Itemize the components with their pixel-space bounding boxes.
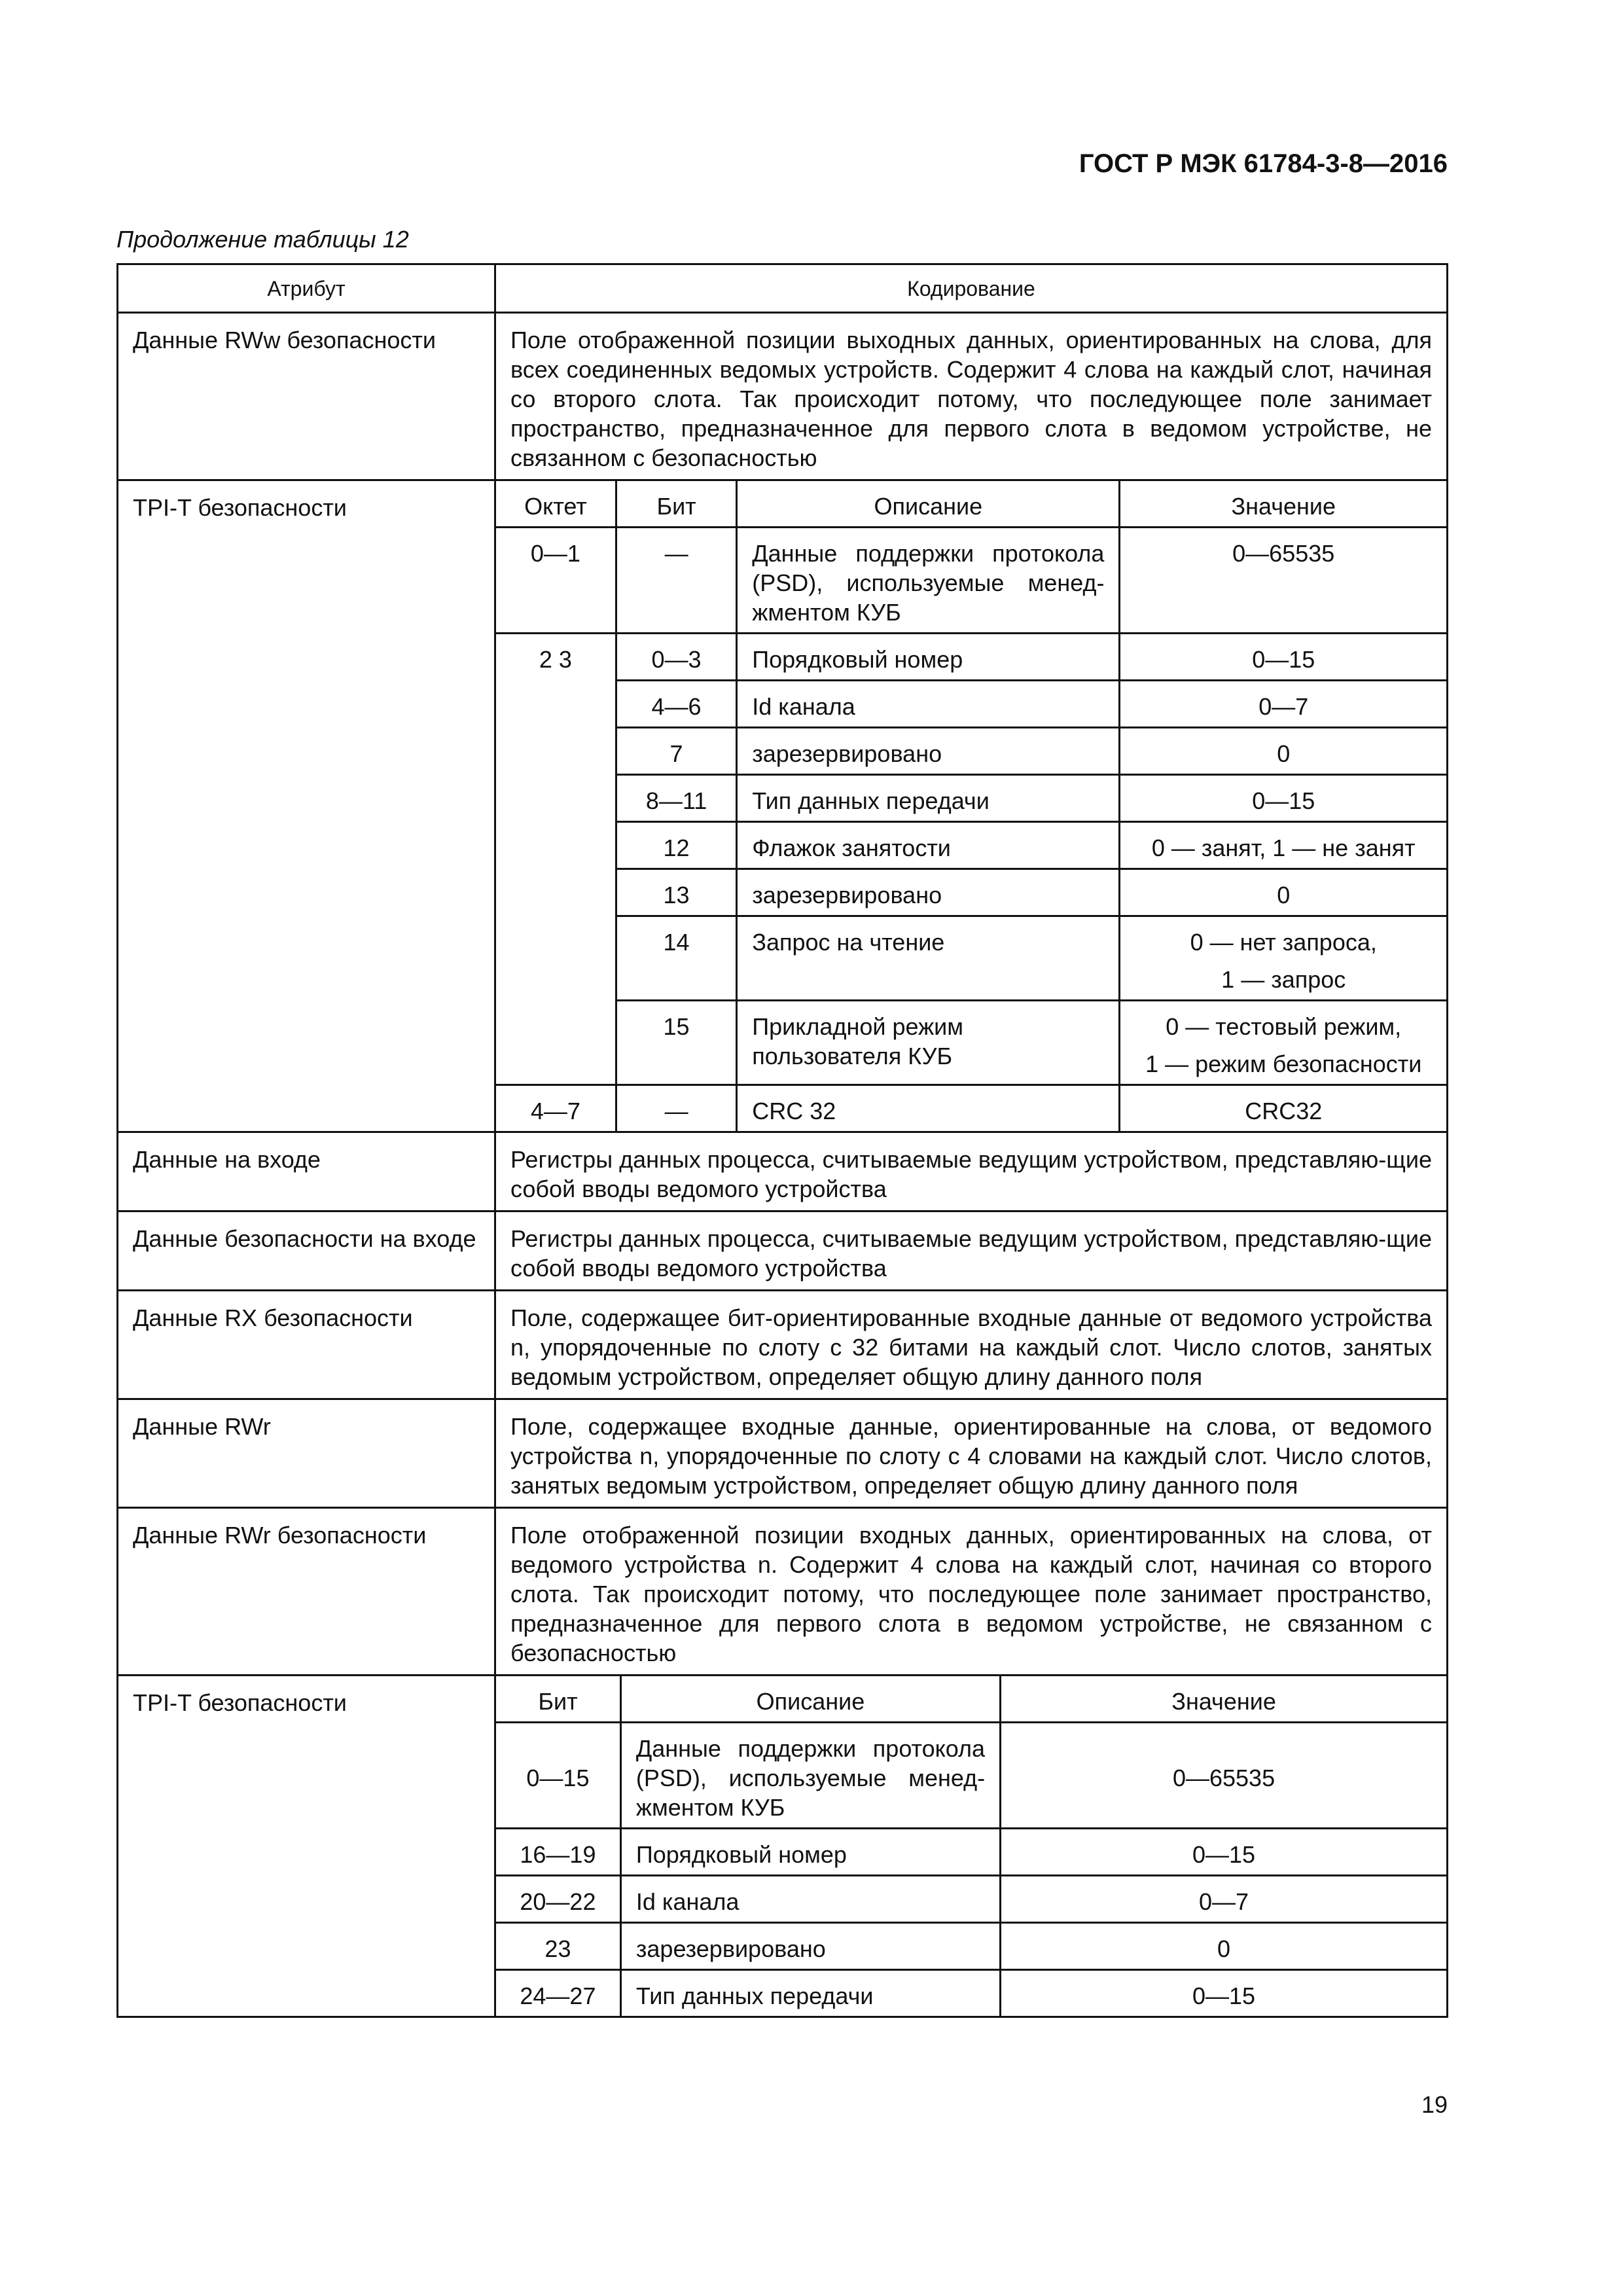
subtable-row — [496, 681, 1446, 728]
table-row — [118, 1676, 1448, 2017]
description-cell: Id канала — [737, 681, 1120, 728]
column-header-coding: Кодирование — [495, 264, 1448, 313]
subtable-row — [496, 916, 1446, 1001]
subtable-row — [496, 775, 1446, 822]
value-cell: 0 — занят, 1 — не занят — [1120, 822, 1446, 869]
coding-cell: Поле отображенной позиции выходных данных, ориентированных на слова, для всех соединенных ведомых устройств. Содержит 4 слова на каждый слот, начиная со второго слота. Так происходит потому, что последующее поле занимает пространство, предназначенное для первого слота в ведомом устройстве, не связанном с безопасностью — [495, 313, 1448, 480]
bit-cell: 0—15 — [496, 1723, 620, 1829]
bit-cell: 15 — [616, 1001, 736, 1085]
bit-header: Бит — [496, 1676, 620, 1723]
description-cell: CRC 32 — [737, 1085, 1120, 1132]
coding-cell: Поле, содержащее входные данные, ориентированные на слова, от ведомого устройства n, упорядоченные по слоту с 4 словами на каждый слот. Число слотов, занятых ведомым устройством, определяет общую длину данного поля — [495, 1399, 1448, 1508]
description-cell: Флажок занятости — [737, 822, 1120, 869]
octet-cell: 0—1 — [496, 528, 616, 634]
description-cell: зарезервировано — [620, 1923, 1000, 1970]
subtable-row — [496, 822, 1446, 869]
description-cell: Id канала — [620, 1876, 1000, 1923]
subtable-header-row — [496, 481, 1446, 528]
attribute-cell: Данные RWr безопасности — [118, 1508, 495, 1676]
column-header-attribute: Атрибут — [118, 264, 495, 313]
subtable-row — [496, 1723, 1446, 1829]
table-12 — [116, 263, 1448, 2018]
subtable-row — [496, 728, 1446, 775]
tpi-t-octet-table — [496, 481, 1446, 1131]
attribute-cell: Данные RX безопасности — [118, 1291, 495, 1399]
value-cell: 0—15 — [1001, 1970, 1446, 2017]
table-row — [118, 480, 1448, 1132]
description-cell: Прикладной режим пользователя КУБ — [737, 1001, 1120, 1085]
subtable-row — [496, 528, 1446, 634]
octet-header: Октет — [496, 481, 616, 528]
table-row — [118, 1508, 1448, 1676]
bit-cell: 16—19 — [496, 1829, 620, 1876]
value-line: 1 — режим безопасности — [1145, 1050, 1422, 1077]
description-header: Описание — [620, 1676, 1000, 1723]
coding-cell: Регистры данных процесса, считываемые ведущим устройством, представляю-щие собой вводы ведомого устройства — [495, 1132, 1448, 1211]
value-cell: 0—7 — [1120, 681, 1446, 728]
bit-cell: 8—11 — [616, 775, 736, 822]
table-row — [118, 1211, 1448, 1291]
bit-header: Бит — [616, 481, 736, 528]
table-caption: Продолжение таблицы 12 — [116, 226, 409, 253]
value-header: Значение — [1001, 1676, 1446, 1723]
value-cell: 0—15 — [1120, 634, 1446, 681]
bit-cell: — — [616, 528, 736, 634]
value-cell: 0—65535 — [1001, 1723, 1446, 1829]
standard-designation: ГОСТ Р МЭК 61784-3-8—2016 — [1079, 149, 1448, 178]
description-cell: Данные поддержки протокола (PSD), используемые менед-жментом КУБ — [737, 528, 1120, 634]
description-cell: Порядковый номер — [737, 634, 1120, 681]
bit-cell: 14 — [616, 916, 736, 1001]
value-line: 0 — нет запроса, — [1190, 929, 1377, 956]
value-line: 1 — запрос — [1221, 966, 1346, 993]
octet-cell: 4—7 — [496, 1085, 616, 1132]
page-number: 19 — [1421, 2091, 1448, 2118]
description-cell: Порядковый номер — [620, 1829, 1000, 1876]
bit-cell: 0—3 — [616, 634, 736, 681]
attribute-cell: Данные на входе — [118, 1132, 495, 1211]
value-cell — [1120, 1001, 1446, 1085]
subtable-row — [496, 869, 1446, 916]
value-header: Значение — [1120, 481, 1446, 528]
value-cell: 0 — [1120, 728, 1446, 775]
bit-cell: 12 — [616, 822, 736, 869]
description-cell: зарезервировано — [737, 728, 1120, 775]
value-cell — [1120, 916, 1446, 1001]
attribute-cell: TPI-T безопасности — [118, 480, 495, 1132]
table-row — [118, 1399, 1448, 1508]
bit-cell: 20—22 — [496, 1876, 620, 1923]
subtable-row — [496, 1001, 1446, 1085]
value-cell: 0—65535 — [1120, 528, 1446, 634]
bit-cell: 4—6 — [616, 681, 736, 728]
table-header-row — [118, 264, 1448, 313]
description-cell: Тип данных передачи — [620, 1970, 1000, 2017]
attribute-cell: Данные RWw безопасности — [118, 313, 495, 480]
bit-cell: 7 — [616, 728, 736, 775]
value-cell: 0 — [1001, 1923, 1446, 1970]
bit-cell: — — [616, 1085, 736, 1132]
subtable-row — [496, 1923, 1446, 1970]
coding-cell: Регистры данных процесса, считываемые ведущим устройством, представляю-щие собой вводы ведомого устройства — [495, 1211, 1448, 1291]
bit-cell: 23 — [496, 1923, 620, 1970]
bit-cell: 24—27 — [496, 1970, 620, 2017]
subtable-row — [496, 634, 1446, 681]
subtable-row — [496, 1829, 1446, 1876]
coding-cell — [495, 1676, 1448, 2017]
value-cell: 0—7 — [1001, 1876, 1446, 1923]
description-cell: Запрос на чтение — [737, 916, 1120, 1001]
value-cell: 0 — [1120, 869, 1446, 916]
octet-cell: 2 3 — [496, 634, 616, 1085]
coding-cell: Поле отображенной позиции входных данных, ориентированных на слова, от ведомого устройства n. Содержит 4 слова на каждый слот, начиная со второго слота. Так происходит потому, что последующее поле занимает пространство, предназначенное для первого слота в ведомом устройстве, не связанном с безопасностью — [495, 1508, 1448, 1676]
value-cell: 0—15 — [1120, 775, 1446, 822]
attribute-cell: Данные RWr — [118, 1399, 495, 1508]
table-row — [118, 313, 1448, 480]
table-row — [118, 1291, 1448, 1399]
value-cell: CRC32 — [1120, 1085, 1446, 1132]
subtable-row — [496, 1970, 1446, 2017]
bit-cell: 13 — [616, 869, 736, 916]
coding-cell: Поле, содержащее бит-ориентированные входные данные от ведомого устройства n, упорядоченные по слоту с 32 битами на каждый слот. Число слотов, занятых ведомым устройством, определяет общую длину данного поля — [495, 1291, 1448, 1399]
coding-cell — [495, 480, 1448, 1132]
description-cell: Тип данных передачи — [737, 775, 1120, 822]
value-cell: 0—15 — [1001, 1829, 1446, 1876]
subtable-row — [496, 1876, 1446, 1923]
description-cell: зарезервировано — [737, 869, 1120, 916]
description-cell: Данные поддержки протокола (PSD), используемые менед-жментом КУБ — [620, 1723, 1000, 1829]
table-row — [118, 1132, 1448, 1211]
value-line: 0 — тестовый режим, — [1166, 1013, 1402, 1040]
attribute-cell: Данные безопасности на входе — [118, 1211, 495, 1291]
subtable-row — [496, 1085, 1446, 1132]
description-header: Описание — [737, 481, 1120, 528]
subtable-header-row — [496, 1676, 1446, 1723]
tpi-t-bit-table — [496, 1676, 1446, 2016]
attribute-cell: TPI-T безопасности — [118, 1676, 495, 2017]
